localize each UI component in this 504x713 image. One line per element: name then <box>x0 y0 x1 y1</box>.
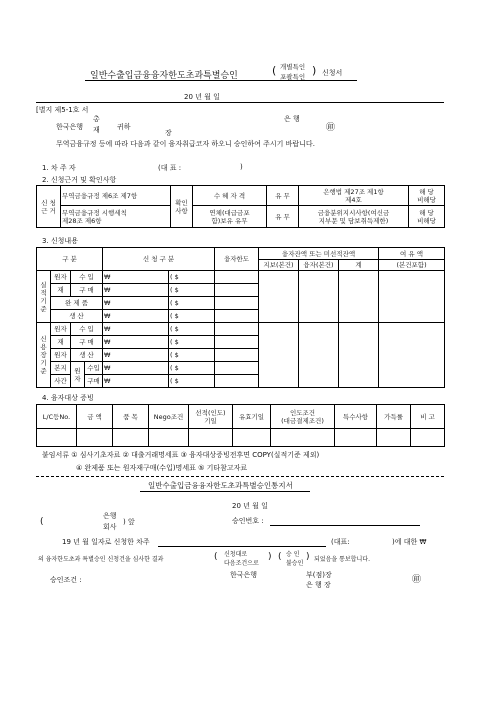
col-lc-no: L/C등No. <box>37 405 77 429</box>
borrower-line <box>158 546 326 547</box>
table-row: 사간 <box>51 375 71 388</box>
table-row: 원자 <box>51 323 71 336</box>
col-rate: 가득률 <box>377 405 411 429</box>
applicable-2: 해 당 비해당 <box>409 206 445 228</box>
divider <box>36 102 444 103</box>
cut-line <box>36 476 444 477</box>
table-row: 재 <box>51 284 71 297</box>
table-row: 원자 <box>51 271 71 284</box>
notice-line1-c: )에 대한 ₩ <box>392 538 427 546</box>
notice-issuer-bank: 한국은행 <box>230 571 258 579</box>
basis-line1: 무역금융규정 제6조 제7항 <box>61 186 171 206</box>
form-title: 일반수출입금융융자한도초과특별승인 <box>90 71 238 81</box>
section1-rep-close: ) <box>240 163 243 171</box>
section2-label: 2. 신청근거 및 확인사항 <box>42 176 117 184</box>
option-with-conditions: 다음조건으로 <box>224 560 259 567</box>
basis-line2: 무역금융규정 시행세칙 제28조 제6항 <box>61 206 171 228</box>
bank-law-2: 금융분위지시사항(여신금 지부문 및 담보취득제한) <box>299 206 409 228</box>
intro-text: 무역금융규정 등에 따라 다음과 같이 융자취급코자 하오니 승인하여 주시기 바랍니다. <box>56 140 315 148</box>
option-as-requested: 신청대로 <box>224 551 248 558</box>
notice-bank: 은행 <box>103 512 117 520</box>
notice-line2-a: 의 융자한도초과 특별승인 신청건을 심사한 결과 <box>38 556 164 563</box>
recipient-stack-2: 재 <box>93 126 100 134</box>
col-spare: 여 유 액 <box>379 248 445 260</box>
table-row: 원자 <box>51 349 71 362</box>
notice-suffix: ) 앞 <box>123 518 135 526</box>
notice-company: 회사 <box>103 523 117 531</box>
overdue-status: 연체(대급금포 함)보유 유무 <box>193 206 267 228</box>
application-date: 20 년 월 일 <box>184 93 220 101</box>
qualification-header: 수 혜 자 격 <box>193 186 267 206</box>
col-special: 특수사항 <box>335 405 377 429</box>
col-type: 신 청 구 분 <box>103 248 215 271</box>
notice-title-underline <box>140 491 310 492</box>
col-amount: 금 액 <box>77 405 113 429</box>
col-balance-total: 계 <box>339 260 379 271</box>
seal-mark: ㊞ <box>326 123 336 133</box>
title-paren-open: ( <box>272 64 277 77</box>
notice-paren-3a: ( <box>278 552 282 562</box>
option-approved: 승 인 <box>286 551 300 558</box>
section4-label: 4. 융자대상 증빙 <box>42 394 94 402</box>
approval-number-line <box>270 525 420 526</box>
notice-paren-3b: ) <box>306 552 310 562</box>
col-balance-loan: 융자(본건) <box>299 260 339 271</box>
title-option-individual: 개별특인 <box>280 63 306 71</box>
table-row: 완 제 품 <box>51 297 103 310</box>
title-paren-close: ) <box>312 64 317 77</box>
table-row: 본지 <box>51 362 71 375</box>
conditions-label: 승인조건 : <box>50 576 82 584</box>
col-balance-guarantee: 지보(본건) <box>259 260 299 271</box>
notice-paren-open: ( <box>40 517 44 527</box>
col-shipment: 선적(인도) 기일 <box>189 405 233 429</box>
group-lc: 신 용 장 기 준 <box>37 323 51 388</box>
notice-title: 일반수출입금융융자한도초과특별승인통지서 <box>148 481 293 490</box>
notice-line1-b: (대표: <box>331 538 350 546</box>
evidence-table <box>36 404 445 447</box>
application-table: 구 분 신 청 구 분 융자한도 융자잔액 또는 미선적잔액 여 유 액 지보(본건) 융자(본건) 계 (본건포함) 실 적 기 준 원자 수 입 ₩ ( $ 재 구 매 ₩ ( $ 완 제 품 ₩ ( $ 생 산 ₩ ( $ 신 용 장 기 준 원자 수 입 ₩ ( $ 재 구 매 ₩ ( $ 원자 생 산 ₩ ( $ 본지 원 자 수입 ₩ ( $ 사간 구매 ₩ ( $ <box>36 247 445 388</box>
basis-table <box>36 185 445 228</box>
attachments-2: ④ 완제품 또는 원자재구매(수입)명세표 ⑤ 기타참고자료 <box>76 464 248 472</box>
notice-paren-2b: ) <box>268 552 272 562</box>
group-performance: 실 적 기 준 <box>37 271 51 323</box>
col-spare-included: (본건포함) <box>379 260 445 271</box>
notice-date: 20 년 월 일 <box>232 502 268 510</box>
yes-no-1: 유 무 <box>267 186 299 206</box>
yes-no-2: 유 무 <box>267 206 299 228</box>
recipient-stack-1: 총 <box>93 115 100 123</box>
section3-label: 3. 신청내용 <box>42 237 78 245</box>
option-rejected: 불승인 <box>286 560 304 567</box>
col-nego: Nego조건 <box>149 405 189 429</box>
col-remarks: 비 고 <box>411 405 445 429</box>
notice-line2-f: 되었음을 통보합니다. <box>314 556 370 563</box>
col-balance: 융자잔액 또는 미선적잔액 <box>259 248 379 260</box>
col-expiry: 유효기일 <box>233 405 271 429</box>
table-row: 생 산 <box>51 310 103 323</box>
applicable-1: 해 당 비해당 <box>409 186 445 206</box>
col-delivery: 인도조건 (대금결제조건) <box>271 405 335 429</box>
attachments-1: 붙임서류 ① 심사기초자료 ② 대출거래명세표 ③ 융자대상증빙전후면 COPY(실적기준 제외) <box>42 451 320 459</box>
title-suffix: 신청서 <box>322 69 343 77</box>
recipient-suffix: 귀하 <box>117 123 131 131</box>
table-row: 재 <box>51 336 71 349</box>
notice-line1-a: 19 년 월 일자로 신청한 차주 <box>62 538 150 546</box>
signer-branch: 부(점)장 <box>306 571 332 579</box>
section1-label: 1. 차 주 자 <box>42 164 76 172</box>
basis-header: 신 청 근 거 <box>37 186 61 228</box>
bank-law-1: 은행법 제27조 제1항 제4호 <box>299 186 409 206</box>
title-underline <box>85 80 357 81</box>
approval-number-label: 승인번호 : <box>232 517 264 525</box>
notice-paren-2a: ( <box>214 552 218 562</box>
col-division: 구 분 <box>37 248 103 271</box>
notice-seal: ㊞ <box>412 575 422 585</box>
recipient-bank: 한국은행 <box>56 123 84 131</box>
signer-governor: 은 행 장 <box>306 581 331 589</box>
col-item: 품 목 <box>113 405 149 429</box>
section1-rep: (대 표 : <box>158 164 182 172</box>
form-number: [별지 제5-1호 서 <box>36 106 89 114</box>
col-limit: 융자한도 <box>215 248 259 271</box>
recipient-stack-3: 장 <box>165 129 172 137</box>
applicant-bank: 은 행 <box>284 115 300 123</box>
confirm-header: 확인 사항 <box>171 186 193 228</box>
title-option-blanket: 포괄특인 <box>280 73 306 81</box>
